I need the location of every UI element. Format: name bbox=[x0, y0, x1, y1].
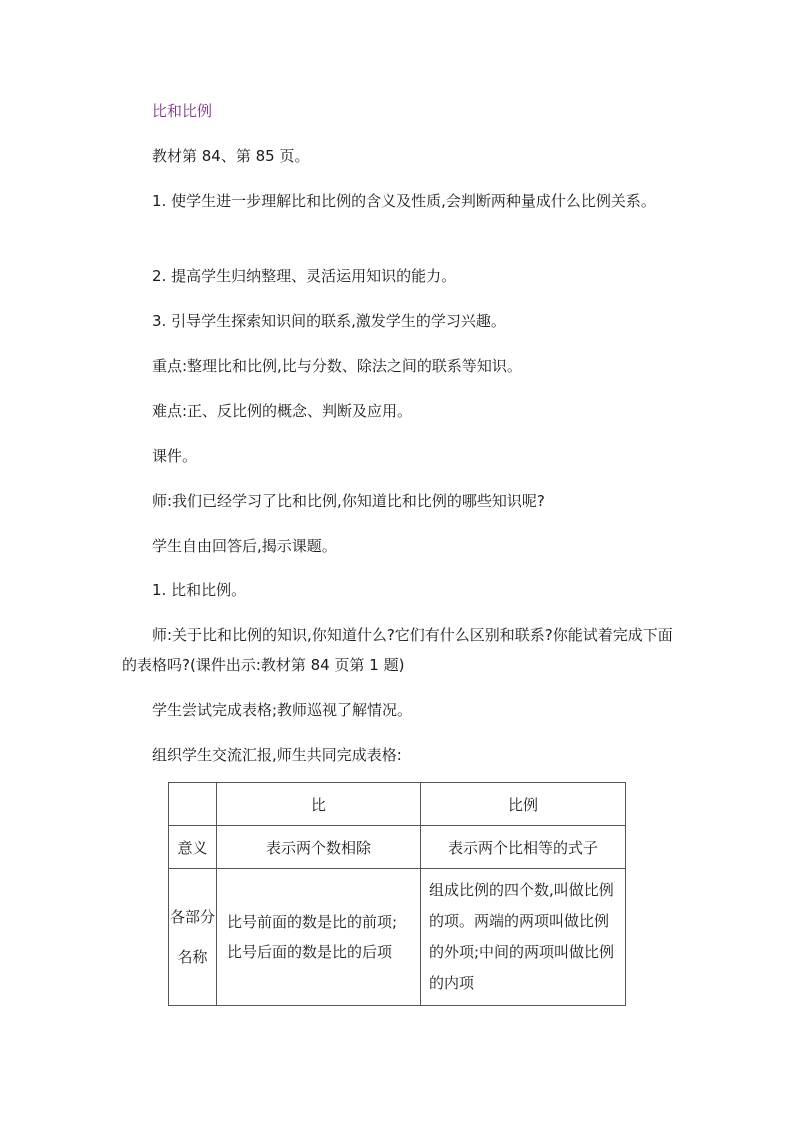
table-header-ratio: 比 bbox=[217, 783, 421, 826]
table-cell-label: 意义 bbox=[169, 826, 217, 869]
paragraph-text: 2. 提高学生归纳整理、灵活运用知识的能力。 bbox=[152, 267, 457, 285]
paragraph-text: 师:我们已经学习了比和比例,你知道比和比例的哪些知识呢? bbox=[152, 492, 545, 510]
paragraph-key-points bbox=[122, 351, 678, 381]
paragraph-text: 难点:正、反比例的概念、判断及应用。 bbox=[152, 402, 413, 420]
paragraph-teacher-prompt bbox=[122, 620, 678, 680]
table-header-empty bbox=[169, 783, 217, 826]
paragraph-textbook-pages bbox=[122, 141, 678, 171]
comparison-table bbox=[168, 782, 626, 1006]
table-row-meaning bbox=[169, 826, 626, 869]
table-row-part-names bbox=[169, 869, 626, 1006]
paragraph-text: 课件。 bbox=[152, 447, 198, 465]
cell-line: 比号后面的数是比的后项 bbox=[227, 943, 393, 961]
paragraph-goal-1 bbox=[122, 186, 678, 216]
paragraph-text: 学生自由回答后,揭示课题。 bbox=[152, 537, 337, 555]
table-header-row bbox=[169, 783, 626, 826]
paragraph-student-answer bbox=[122, 531, 678, 561]
paragraph-text: 学生尝试完成表格;教师巡视了解情况。 bbox=[152, 701, 413, 719]
paragraph-report bbox=[122, 740, 678, 770]
section-title: 比和比例 bbox=[152, 102, 213, 120]
paragraph-text: 组织学生交流汇报,师生共同完成表格: bbox=[152, 746, 402, 764]
table-header-proportion: 比例 bbox=[421, 783, 626, 826]
paragraph-goal-2 bbox=[122, 261, 678, 291]
paragraph-subheading bbox=[122, 575, 678, 605]
table-cell bbox=[217, 869, 421, 1006]
table-cell: 表示两个比相等的式子 bbox=[421, 826, 626, 869]
paragraph-student-try bbox=[122, 695, 678, 725]
table-cell: 组成比例的四个数,叫做比例的项。两端的两项叫做比例的外项;中间的两项叫做比例的内项 bbox=[421, 869, 626, 1006]
paragraph-materials bbox=[122, 441, 678, 471]
paragraph-text: 师:关于比和比例的知识,你知道什么?它们有什么区别和联系?你能试着完成下面的表格吗?(课件出示:教材第 84 页第 1 题) bbox=[122, 626, 673, 674]
paragraph-goal-3 bbox=[122, 306, 678, 336]
paragraph-text: 1. 比和比例。 bbox=[152, 581, 247, 599]
table-cell-label bbox=[169, 869, 217, 1006]
paragraph-text: 1. 使学生进一步理解比和比例的含义及性质,会判断两种量成什么比例关系。 bbox=[152, 192, 656, 210]
label-line: 各部分 bbox=[169, 908, 215, 926]
paragraph-text: 3. 引导学生探索知识间的联系,激发学生的学习兴趣。 bbox=[152, 312, 506, 330]
paragraph-text: 教材第 84、第 85 页。 bbox=[152, 147, 310, 165]
label-line: 名称 bbox=[177, 948, 208, 966]
table-cell: 表示两个数相除 bbox=[217, 826, 421, 869]
cell-line: 比号前面的数是比的前项; bbox=[227, 913, 398, 931]
paragraph-difficulties bbox=[122, 396, 678, 426]
paragraph-teacher-question bbox=[122, 486, 678, 516]
paragraph-text: 重点:整理比和比例,比与分数、除法之间的联系等知识。 bbox=[152, 357, 522, 375]
